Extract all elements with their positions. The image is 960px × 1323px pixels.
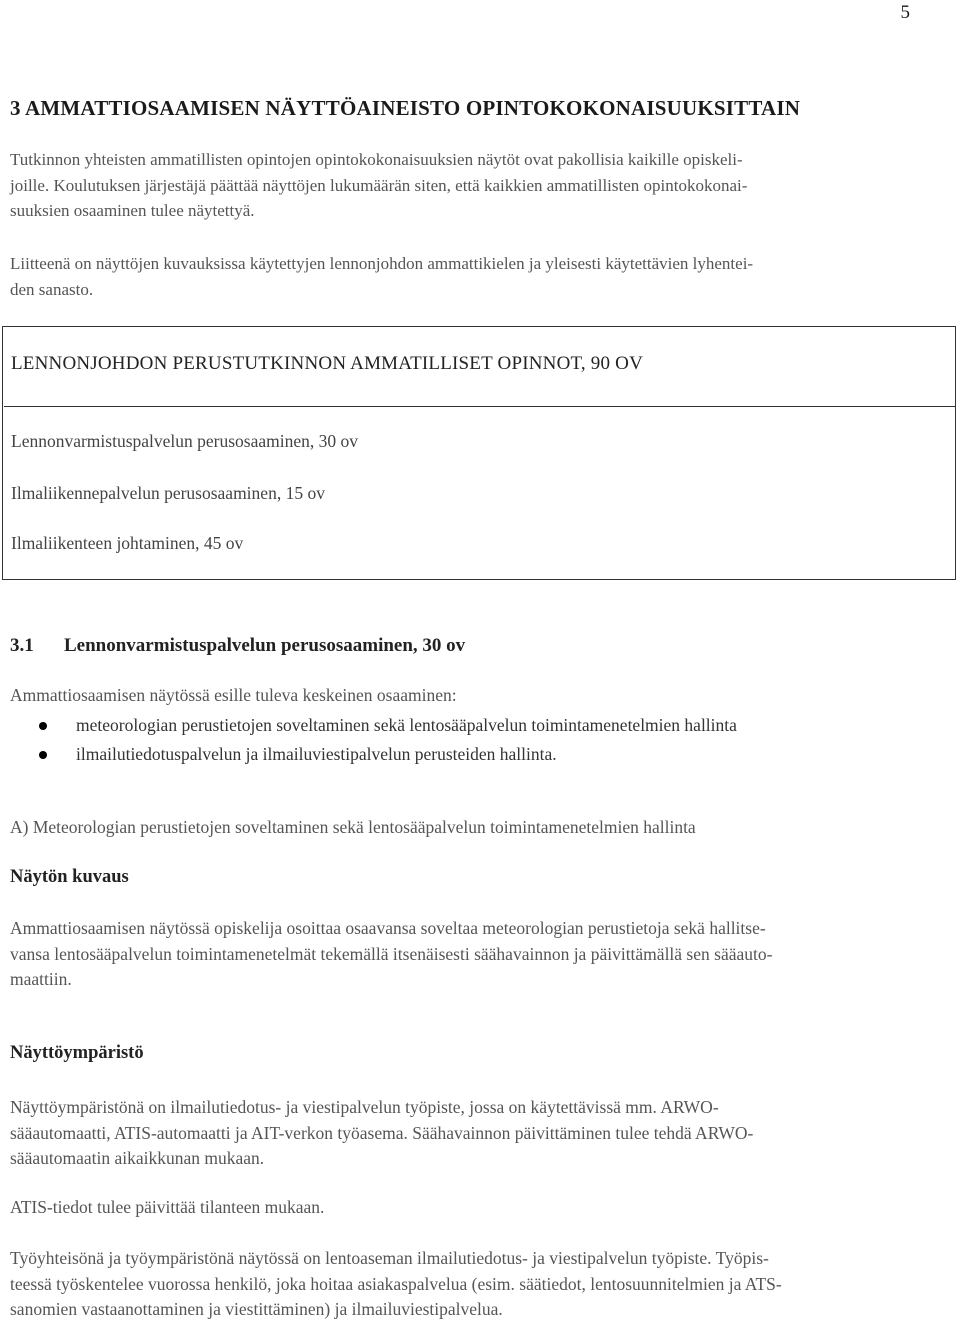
bullet-icon [39,722,47,730]
box-item: Ilmaliikenteen johtaminen, 45 ov [11,533,244,553]
appendix-line: den sanasto. [10,279,94,299]
paragraph-line: Näyttöympäristönä on ilmailutiedotus- ja viestipalvelun työpiste, jossa on käytettävissä mm. ARWO- [10,1097,719,1117]
naytton-kuvaus-heading: Näytön kuvaus [10,867,129,887]
intro-paragraph [10,147,950,224]
page-number: 5 [900,2,910,23]
list-item-text: meteorologian perustietojen soveltaminen sekä lentosääpalvelun toimintamenetelmien hallinta [76,715,737,735]
list-item-text: ilmailutiedotuspalvelun ja ilmailuviestipalvelun perusteiden hallinta. [76,744,557,764]
naytton-kuvaus-paragraph [10,916,950,993]
box-title: LENNONJOHDON PERUSTUTKINNON AMMATILLISET OPINNOT, 90 OV [11,353,643,374]
section-intro: Ammattiosaamisen näytössä esille tuleva keskeinen osaaminen: [10,685,457,705]
box-item: Lennonvarmistuspalvelun perusosaaminen, 30 ov [11,431,359,451]
section-title: Lennonvarmistuspalvelun perusosaaminen, 30 ov [64,635,466,656]
paragraph-line: sääautomaatin aikaikkunan mukaan. [10,1148,265,1169]
paragraph-line: vansa lentosääpalvelun toimintamenetelmät tekemällä itsenäisesti säähavainnon ja päivittämällä sen sääauto- [10,943,773,964]
paragraph-line: Työyhteisönä ja työympäristönä näytössä on lentoaseman ilmailutiedotus- ja viestipalvelun työpiste. Työpis- [10,1248,769,1268]
nayttoymparisto-heading: Näyttöympäristö [10,1043,144,1063]
box-item: Ilmaliikennepalvelun perusosaaminen, 15 ov [11,483,325,503]
chapter-heading: 3 AMMATTIOSAAMISEN NÄYTTÖAINEISTO OPINTOKOKONAISUUKSITTAIN [10,96,801,120]
studies-box [2,326,956,580]
nayttoymparisto-paragraph-2: ATIS-tiedot tulee päivittää tilanteen mukaan. [10,1197,325,1217]
list-item [10,711,737,740]
paragraph-line: sääautomaatti, ATIS-automaatti ja AIT-verkon työasema. Säähavainnon päivittäminen tulee tehdä ARWO- [10,1122,754,1143]
paragraph-line: sanomien vastaanottaminen ja viestittäminen) ja ilmailuviestipalvelua. [10,1299,503,1320]
paragraph-line: maattiin. [10,969,72,990]
appendix-line: Liitteenä on näyttöjen kuvauksissa käytettyjen lennonjohdon ammattikielen ja yleisesti käytettävien lyhentei- [10,254,754,273]
competence-list [10,711,737,769]
intro-line: suuksien osaaminen tulee näytettyä. [10,201,255,220]
appendix-paragraph [10,251,950,302]
nayttoymparisto-paragraph-1 [10,1095,950,1172]
intro-line: joille. Koulutuksen järjestäjä päättää näyttöjen lukumäärän siten, että kaikkien ammatillisten opintokokonai- [10,175,748,195]
nayttoymparisto-paragraph-3 [10,1246,950,1323]
subsection-a-title: A) Meteorologian perustietojen soveltaminen sekä lentosääpalvelun toimintamenetelmien hallinta [10,817,696,837]
list-item [10,740,737,769]
intro-line: Tutkinnon yhteisten ammatillisten opintojen opintokokonaisuuksien näytöt ovat pakollisia kaikille opiskeli- [10,150,743,169]
section-heading [10,635,465,657]
paragraph-line: teessä työskentelee vuorossa henkilö, joka hoitaa asiakaspalvelua (esim. säätiedot, lentosuunnitelmien ja ATS- [10,1273,782,1294]
paragraph-line: Ammattiosaamisen näytössä opiskelija osoittaa osaavansa soveltaa meteorologian perustietoja sekä hallitse- [10,918,766,938]
section-number: 3.1 [10,635,34,656]
bullet-icon [39,751,47,759]
box-divider [4,406,956,407]
